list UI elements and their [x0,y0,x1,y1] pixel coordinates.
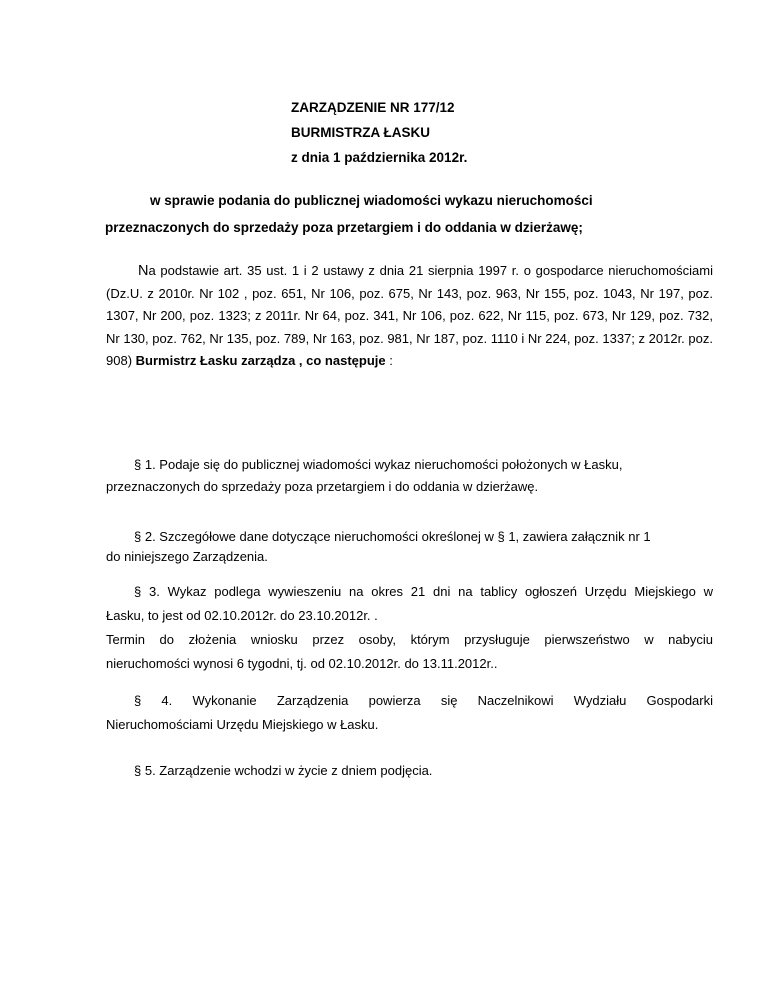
subject-line-2: przeznaczonych do sprzedaży poza przetargiem i do oddania w dzierżawę; [105,220,583,235]
paragraph-3-line-3: Termin do złożenia wniosku przez osoby, którym przysługuje pierwszeństwo w nabyciu [106,632,713,647]
header-authority: BURMISTRZA ŁASKU [291,125,430,140]
preamble-text: a podstawie art. 35 ust. 1 i 2 ustawy z dnia 21 sierpnia 1997 r. o gospodarce nieruchomościami (Dz.U. z 2010r. Nr 102 , poz. 651, Nr 106, poz. 675, Nr 143, poz. 963, Nr 155, poz. 1043, Nr 197, poz. 1307, Nr 200, poz. 1323; z 2011r. Nr 64, poz. 341, Nr 106, poz. 622, Nr 115, poz. 673, Nr 129, poz. 732, Nr 130, poz. 762, Nr 135, poz. 789, Nr 163, poz. 981, Nr 187, poz. 1110 i Nr 224, poz. 1337; z 2012r. poz. 908) [106,263,713,368]
paragraph-3-line-2: Łasku, to jest od 02.10.2012r. do 23.10.2012r. . [106,608,378,623]
preamble [106,260,713,373]
preamble-first-letter: N [138,263,149,279]
preamble-decision: Burmistrz Łasku zarządza , co następuje [135,353,386,368]
paragraph-4 [106,689,713,737]
paragraph-2 [106,527,713,567]
paragraph-1-line-1: § 1. Podaje się do publicznej wiadomości wykaz nieruchomości położonych w Łasku, [134,457,623,472]
paragraph-3-line-4: nieruchomości wynosi 6 tygodni, tj. od 02.10.2012r. do 13.11.2012r.. [106,656,498,671]
document-subject [105,187,665,241]
paragraph-5 [106,760,713,782]
subject-line-1: w sprawie podania do publicznej wiadomości wykazu nieruchomości [150,193,593,208]
header-title: ZARZĄDZENIE NR 177/12 [291,100,455,115]
paragraph-4-line-1: § 4. Wykonanie Zarządzenia powierza się Naczelnikowi Wydziału Gospodarki [134,693,713,708]
paragraph-4-line-2: Nieruchomościami Urzędu Miejskiego w Łasku. [106,717,379,732]
paragraph-5-line-1: § 5. Zarządzenie wchodzi w życie z dniem podjęcia. [134,763,433,778]
paragraph-1 [106,454,713,498]
paragraph-2-line-1: § 2. Szczegółowe dane dotyczące nieruchomości określonej w § 1, zawiera załącznik nr 1 [134,529,651,544]
paragraph-3-line-1: § 3. Wykaz podlega wywieszeniu na okres 21 dni na tablicy ogłoszeń Urzędu Miejskiego w [134,584,713,599]
header-date: z dnia 1 października 2012r. [291,150,468,165]
document-header [291,95,467,170]
paragraph-3 [106,580,713,676]
preamble-end: : [385,353,393,368]
paragraph-2-line-2: do niniejszego Zarządzenia. [106,549,268,564]
paragraph-1-line-2: przeznaczonych do sprzedaży poza przetargiem i do oddania w dzierżawę. [106,479,539,494]
